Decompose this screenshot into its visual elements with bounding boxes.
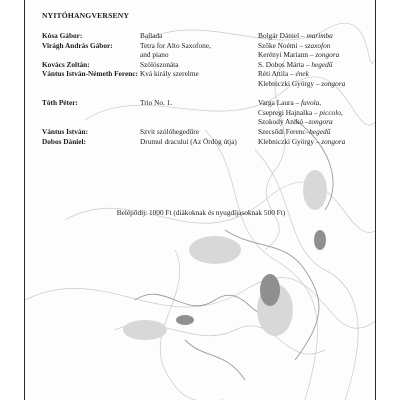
performer-name: Varga Laura [258, 98, 294, 108]
performer-instrument: piccolo, [319, 107, 343, 117]
performer: Szokody Anikó –zongora [258, 117, 333, 127]
work-title: Szólószonáta [140, 59, 179, 69]
program-sheet [24, 0, 376, 400]
work-title: and piano [140, 50, 169, 60]
program-row [42, 117, 374, 127]
program-row [42, 31, 374, 41]
performer-name: Kerényi Mariann [258, 50, 309, 60]
composer-name: Vántus István: [42, 126, 89, 136]
performer: Szőke Noémi – szaxofon [258, 40, 331, 50]
composer-name: Kósa Gábor: [42, 31, 83, 40]
performer: Kerényi Mariann – zongora [258, 50, 340, 60]
program-row [42, 41, 374, 51]
performer: Réti Attila – ének [258, 69, 309, 79]
performer: Bolgár Dániel – marimba [258, 31, 333, 40]
performer-instrument: zongora [321, 78, 346, 88]
work-title: Szvit szólóhegedűre [140, 126, 199, 136]
performer-name: Szecsődi Ferenc [258, 126, 306, 136]
program-row [42, 79, 374, 89]
performer-instrument: fuvola, [301, 98, 322, 108]
program-row [42, 98, 374, 108]
performer-instrument: szaxofon [304, 40, 331, 50]
composer-name: Dobos Dániel: [42, 136, 86, 146]
work-title: Trio No. 1. [140, 98, 173, 108]
program-row [42, 50, 374, 60]
work-title: Ballada [140, 31, 163, 40]
performer: Szecsődi Ferenc–hegedű [258, 126, 331, 136]
program-row [42, 127, 374, 137]
performer-instrument: hegedű [309, 126, 331, 136]
composer-name: Vántus István-Németh Ferenc: [42, 69, 138, 79]
spacer [42, 89, 374, 99]
program-row [42, 60, 374, 70]
composer-name: Kovács Zoltán: [42, 59, 90, 69]
performer-instrument: hegedű [311, 59, 333, 69]
performer-name: Klebniczki György [258, 136, 314, 146]
program-row [42, 108, 374, 118]
program-row [42, 69, 374, 79]
performer: S. Dobos Márta – hegedű [258, 59, 333, 69]
performer-name: Szokody Anikó [258, 117, 304, 127]
performer: Klebniczki György – zongora [258, 136, 346, 146]
performer-name: Csepregi Hajnalka [258, 107, 313, 117]
performer: Varga Laura – fuvola, [258, 98, 322, 108]
performer-instrument: zongora [308, 117, 333, 127]
performer-name: Bolgár Dániel [258, 31, 300, 40]
program-row [42, 137, 374, 147]
program-list [42, 31, 374, 146]
work-title: Kvá király szerelme [140, 69, 199, 79]
performer: Csepregi Hajnalka – piccolo, [258, 107, 343, 117]
work-title: Tetra for Alto Saxofone, [140, 40, 211, 50]
admission-fee: Belépődíj: 1000 Ft (diákoknak és nyugdíjasoknak 500 Ft) [116, 208, 286, 217]
concert-title: NYITÓHANGVERSENY [42, 11, 130, 20]
performer-instrument: zongora [315, 50, 340, 60]
performer-instrument: ének [295, 69, 309, 79]
performer: Klebniczki György – zongora [258, 78, 346, 88]
work-title: Drumul dracului (Az Ördög útja) [140, 136, 237, 146]
composer-name: Tóth Péter: [42, 98, 78, 108]
performer-name: S. Dobos Márta [258, 59, 305, 69]
performer-name: Réti Attila [258, 69, 289, 79]
performer-instrument: marimba [306, 31, 333, 40]
performer-name: Szőke Noémi [258, 40, 298, 50]
composer-name: Virágh András Gábor: [42, 40, 113, 50]
performer-name: Klebniczki György [258, 78, 314, 88]
performer-instrument: zongora [321, 136, 346, 146]
